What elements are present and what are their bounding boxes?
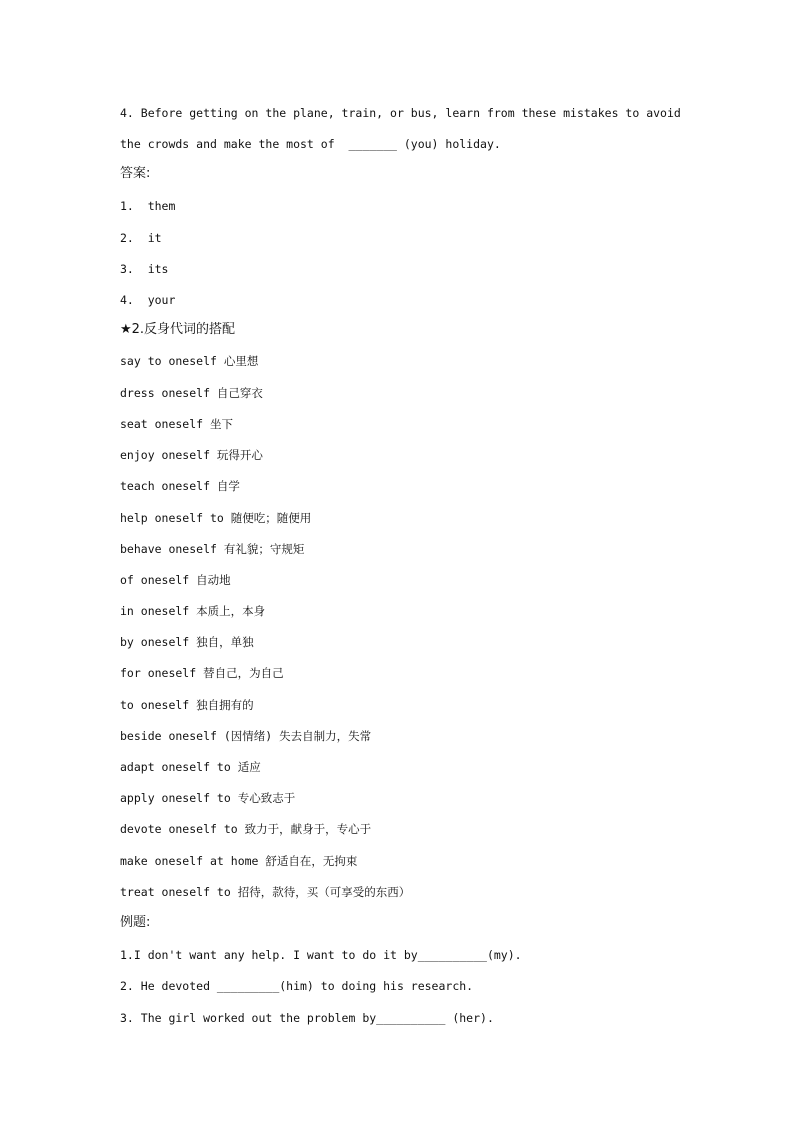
phrase-item: behave oneself 有礼貌；守规矩	[120, 542, 305, 556]
phrase-item: to oneself 独自拥有的	[120, 698, 254, 712]
question-4-line-1: 4. Before getting on the plane, train, or bus, learn from these mistakes to avoid	[120, 106, 681, 120]
phrase-item: enjoy oneself 玩得开心	[120, 448, 263, 462]
phrase-item: beside oneself (因情绪) 失去自制力，失常	[120, 729, 372, 743]
phrase-item: by oneself 独自，单独	[120, 635, 254, 649]
answers-heading: 答案:	[120, 166, 151, 181]
example-item: 3. The girl worked out the problem by__________ (her).	[120, 1011, 494, 1025]
phrase-item: teach oneself 自学	[120, 479, 240, 493]
phrase-item: apply oneself to 专心致志于	[120, 791, 296, 805]
phrase-item: of oneself 自动地	[120, 573, 231, 587]
example-item: 1.I don't want any help. I want to do it by__________(my).	[120, 948, 522, 962]
phrase-item: in oneself 本质上，本身	[120, 604, 266, 618]
answer-item: 1. them	[120, 199, 176, 213]
phrase-item: treat oneself to 招待，款待，买（可享受的东西）	[120, 885, 411, 899]
examples-heading: 例题:	[120, 915, 151, 930]
phrase-item: adapt oneself to 适应	[120, 760, 261, 774]
answer-item: 2. it	[120, 231, 162, 245]
answer-item: 3. its	[120, 262, 169, 276]
phrase-item: say to oneself 心里想	[120, 354, 259, 368]
question-4-line-2: the crowds and make the most of _______ (you) holiday.	[120, 137, 501, 151]
phrase-item: for oneself 替自己，为自己	[120, 666, 284, 680]
answer-item: 4. your	[120, 293, 176, 307]
phrase-item: dress oneself 自己穿衣	[120, 386, 263, 400]
phrase-item: devote oneself to 致力于，献身于，专心于	[120, 822, 372, 836]
phrase-item: make oneself at home 舒适自在，无拘束	[120, 854, 358, 868]
phrase-item: seat oneself 坐下	[120, 417, 234, 431]
section-2-heading: ★2.反身代词的搭配	[120, 322, 236, 337]
example-item: 2. He devoted _________(him) to doing his research.	[120, 979, 474, 993]
phrase-item: help oneself to 随便吃；随便用	[120, 511, 312, 525]
